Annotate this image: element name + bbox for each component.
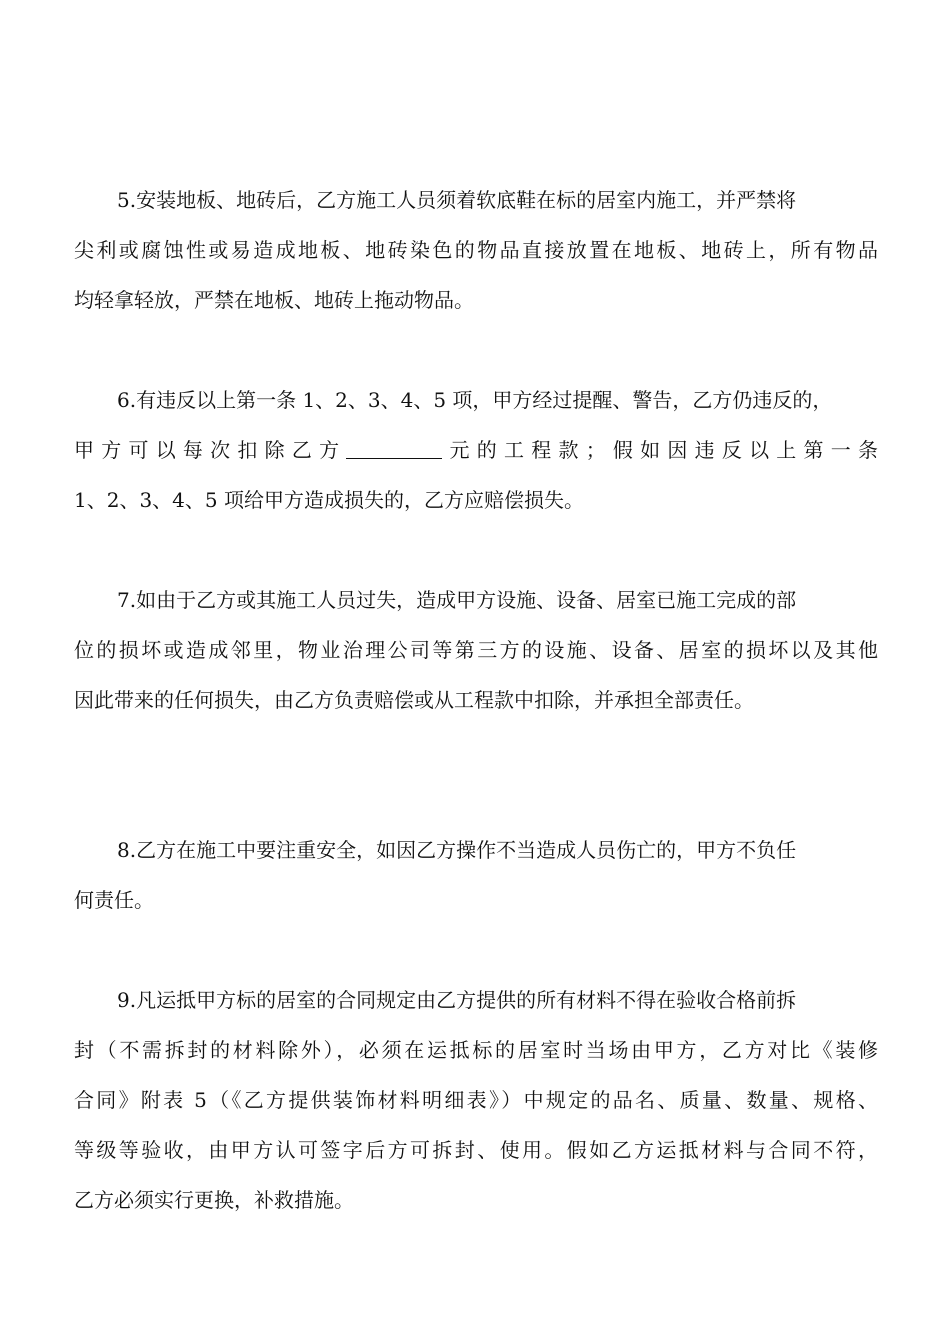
clause-9-line-4: 等级等验收，由甲方认可签字后方可拆封、使用。假如乙方运抵材料与合同不符， (74, 1138, 878, 1162)
clause-6-line-3: 1、2、3、4、5 项给甲方造成损失的，乙方应赔偿损失。 (74, 488, 584, 512)
clause-9-line-1: 9.凡运抵甲方标的居室的合同规定由乙方提供的所有材料不得在验收合格前拆 (117, 988, 797, 1012)
clause-8-line-2: 何责任。 (74, 888, 154, 912)
clause-5-line-2: 尖利或腐蚀性或易造成地板、地砖染色的物品直接放置在地板、地砖上，所有物品 (74, 238, 878, 262)
fill-in-blank (346, 438, 442, 459)
clause-7-line-1: 7.如由于乙方或其施工人员过失，造成甲方设施、设备、居室已施工完成的部 (117, 588, 797, 612)
clause-5-line-3: 均轻拿轻放，严禁在地板、地砖上拖动物品。 (74, 288, 474, 312)
clause-9-line-2: 封（不需拆封的材料除外），必须在运抵标的居室时当场由甲方，乙方对比《装修 (74, 1038, 878, 1062)
clause-8-line-1: 8.乙方在施工中要注重安全，如因乙方操作不当造成人员伤亡的，甲方不负任 (117, 838, 797, 862)
clause-9-line-3: 合同》附表 5（《乙方提供装饰材料明细表》）中规定的品名、质量、数量、规格、 (74, 1088, 878, 1112)
clause-7-line-3: 因此带来的任何损失，由乙方负责赔偿或从工程款中扣除，并承担全部责任。 (74, 688, 754, 712)
clause-6-line-1: 6.有违反以上第一条 1、2、3、4、5 项，甲方经过提醒、警告，乙方仍违反的， (117, 388, 833, 412)
clause-5-line-1: 5.安装地板、地砖后，乙方施工人员须着软底鞋在标的居室内施工，并严禁将 (117, 188, 797, 212)
clause-6-line-2-part-a: 甲方可以每次扣除乙方 (74, 438, 347, 462)
clause-9-line-5: 乙方必须实行更换，补救措施。 (74, 1188, 354, 1212)
clause-7-line-2: 位的损坏或造成邻里，物业治理公司等第三方的设施、设备、居室的损坏以及其他 (74, 638, 878, 662)
clause-6-line-2 (74, 436, 878, 464)
clause-6-line-2-part-b: 元的工程款；假如因违反以上第一条 (442, 438, 879, 462)
